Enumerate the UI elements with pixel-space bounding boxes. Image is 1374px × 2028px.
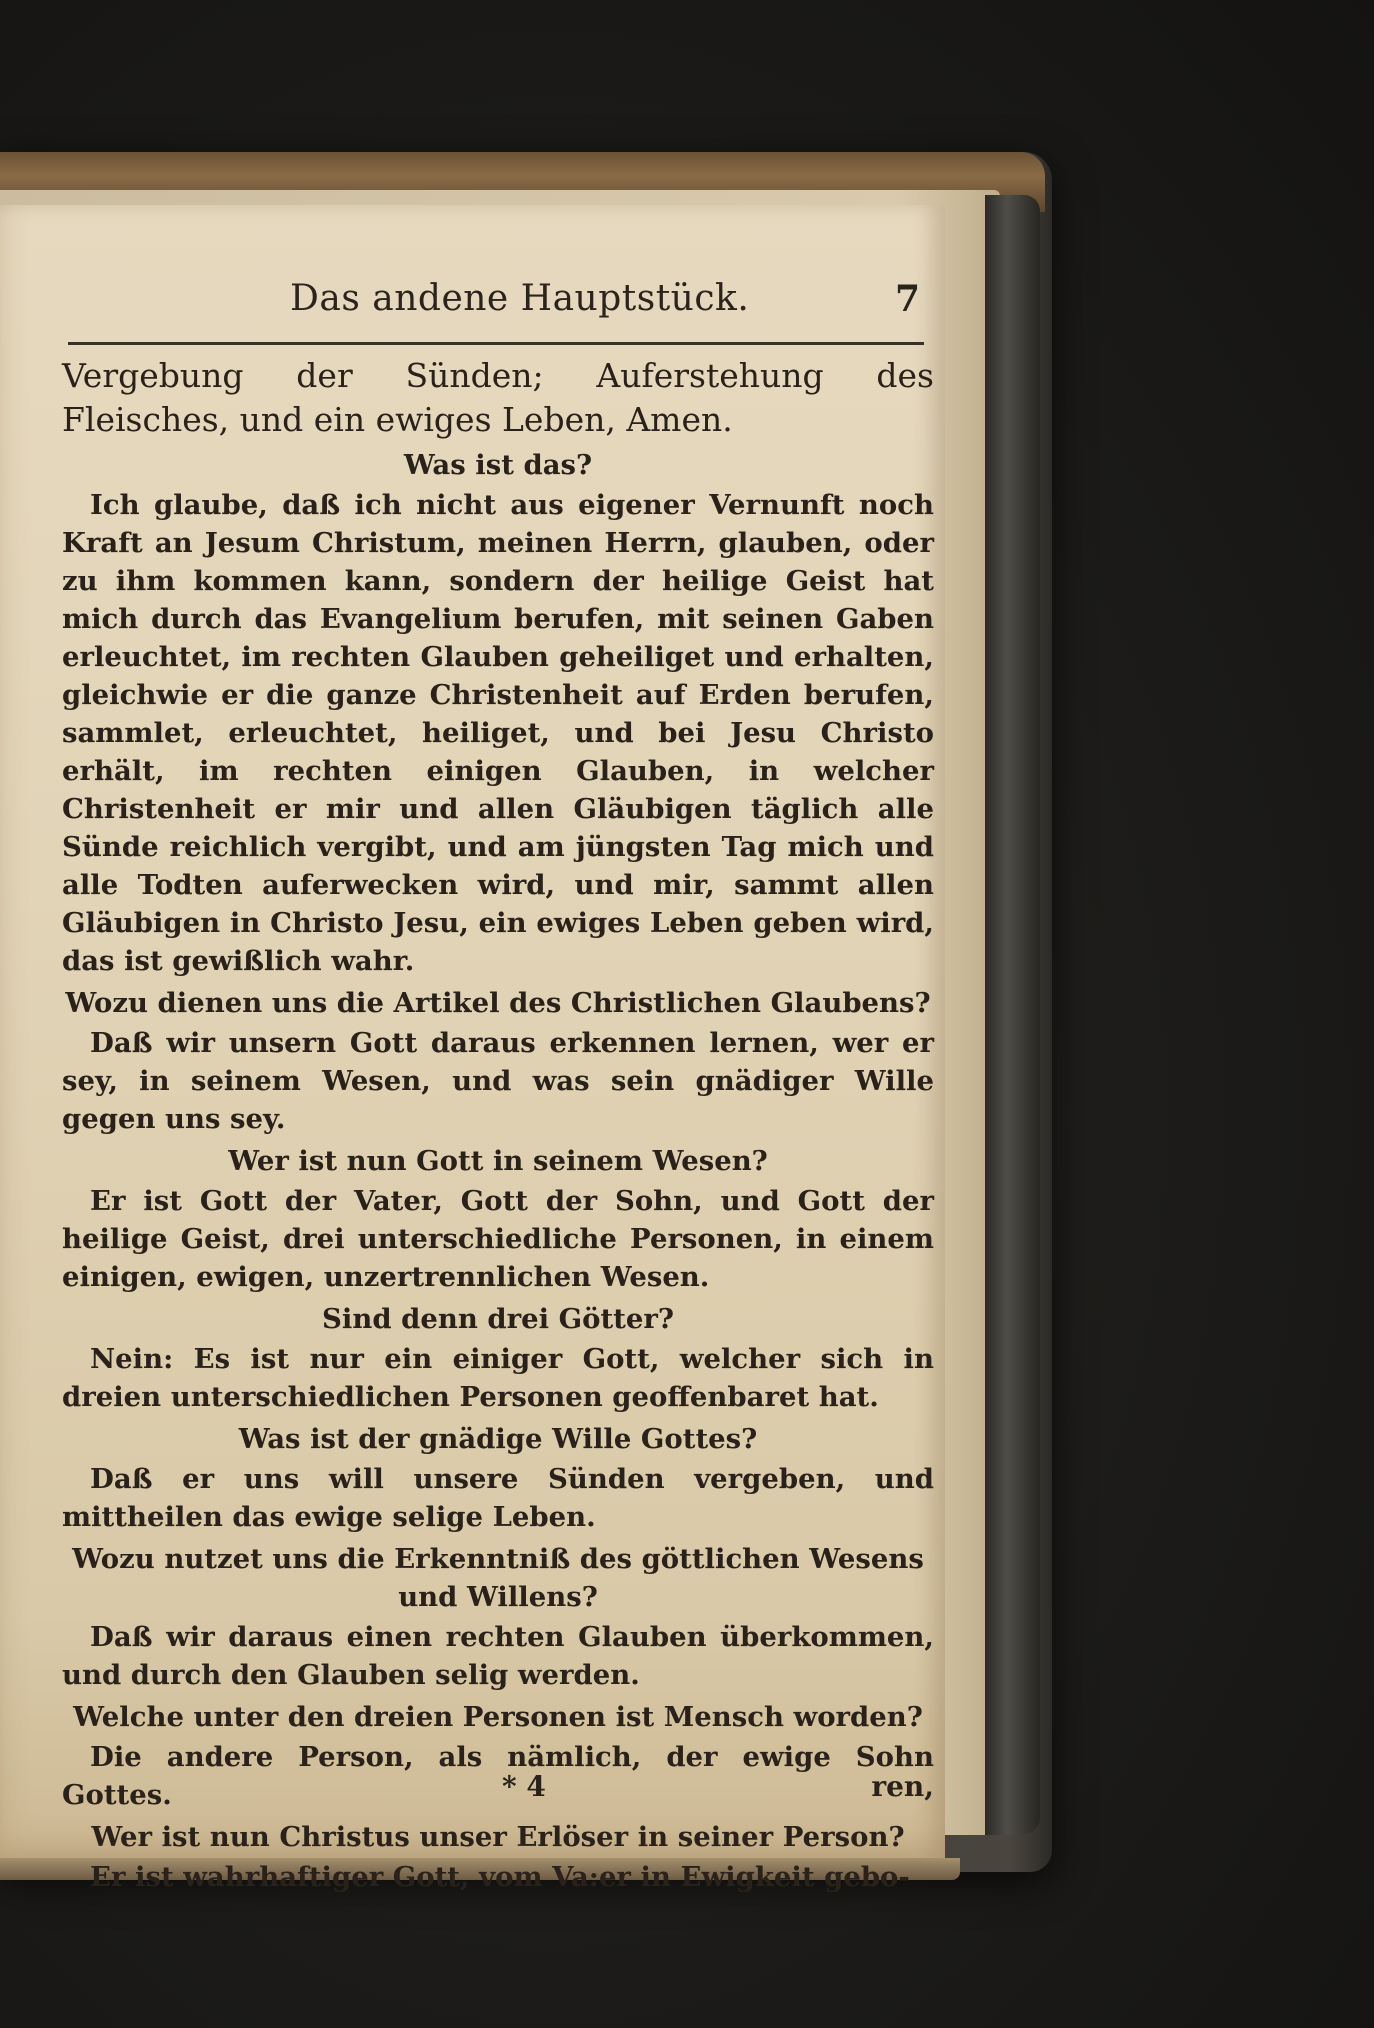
answer: Er ist wahrhaftiger Gott, vom Va:er in Ewigkeit gebo- bbox=[90, 1861, 910, 1893]
page-footer bbox=[62, 1770, 934, 1810]
question: Wozu nutzet uns die Erkenntniß des göttlichen Wesens und Willens? bbox=[72, 1543, 924, 1613]
question: Wozu dienen uns die Artikel des Christlichen Glaubens? bbox=[65, 987, 931, 1019]
question: Sind denn drei Götter? bbox=[322, 1303, 674, 1335]
question: Wer ist nun Christus unser Erlöser in seiner Person? bbox=[91, 1821, 905, 1853]
signature-mark: * 4 bbox=[502, 1770, 546, 1803]
question: Was ist das? bbox=[403, 449, 593, 481]
page-header bbox=[60, 278, 930, 328]
lead-paragraph: Vergebung der Sünden; Auferstehung des Fleisches, und ein ewiges Leben, Amen. bbox=[62, 356, 934, 439]
answer: Nein: Es ist nur ein einiger Gott, welcher sich in dreien unterschiedlichen Personen geoffenbaret hat. bbox=[62, 1343, 934, 1413]
question: Was ist der gnädige Wille Gottes? bbox=[238, 1423, 758, 1455]
answer: Daß wir daraus einen rechten Glauben überkommen, und durch den Glauben selig werden. bbox=[62, 1621, 934, 1691]
page-number: 7 bbox=[894, 278, 920, 320]
answer: Daß er uns will unsere Sünden vergeben, und mittheilen das ewige selige Leben. bbox=[62, 1463, 934, 1533]
answer: Die andere Person, als nämlich, der ewige Sohn Gottes. bbox=[62, 1741, 934, 1811]
running-head: Das andene Hauptstück. bbox=[290, 278, 750, 319]
answer: Ich glaube, daß ich nicht aus eigener Vernunft noch Kraft an Jesum Christum, meinen Herrn, glauben, oder zu ihm kommen kann, sondern der heilige Geist hat mich durch das Evangelium berufen, mit seinen Gaben erleuchtet, im rechten Glauben geheiliget und erhalten, gleichwie er die ganze Christenheit auf Erden berufen, sammlet, erleuchtet, heiliget, und bei Jesu Christo erhält, im rechten einigen Glauben, in welcher Christenheit er mir und allen Gläubigen täglich alle Sünde reichlich vergibt, und am jüngsten Tag mich und alle Todten auferwecken wird, und mir, sammt allen Gläubigen in Christo Jesu, ein ewiges Leben geben wird, das ist gewißlich wahr. bbox=[62, 489, 934, 977]
question: Wer ist nun Gott in seinem Wesen? bbox=[228, 1145, 768, 1177]
book-spine bbox=[985, 195, 1040, 1835]
answer: Er ist Gott der Vater, Gott der Sohn, und Gott der heilige Geist, drei unterschiedliche Personen, in einem einigen, ewigen, unzertrennlichen Wesen. bbox=[62, 1185, 934, 1293]
page-body bbox=[62, 354, 934, 1900]
header-rule bbox=[68, 342, 924, 345]
question: Welche unter den dreien Personen ist Mensch worden? bbox=[73, 1701, 923, 1733]
catchword: ren, bbox=[871, 1770, 934, 1803]
answer: Daß wir unsern Gott daraus erkennen lernen, wer er sey, in seinem Wesen, und was sein gnädiger Wille gegen uns sey. bbox=[62, 1027, 934, 1135]
